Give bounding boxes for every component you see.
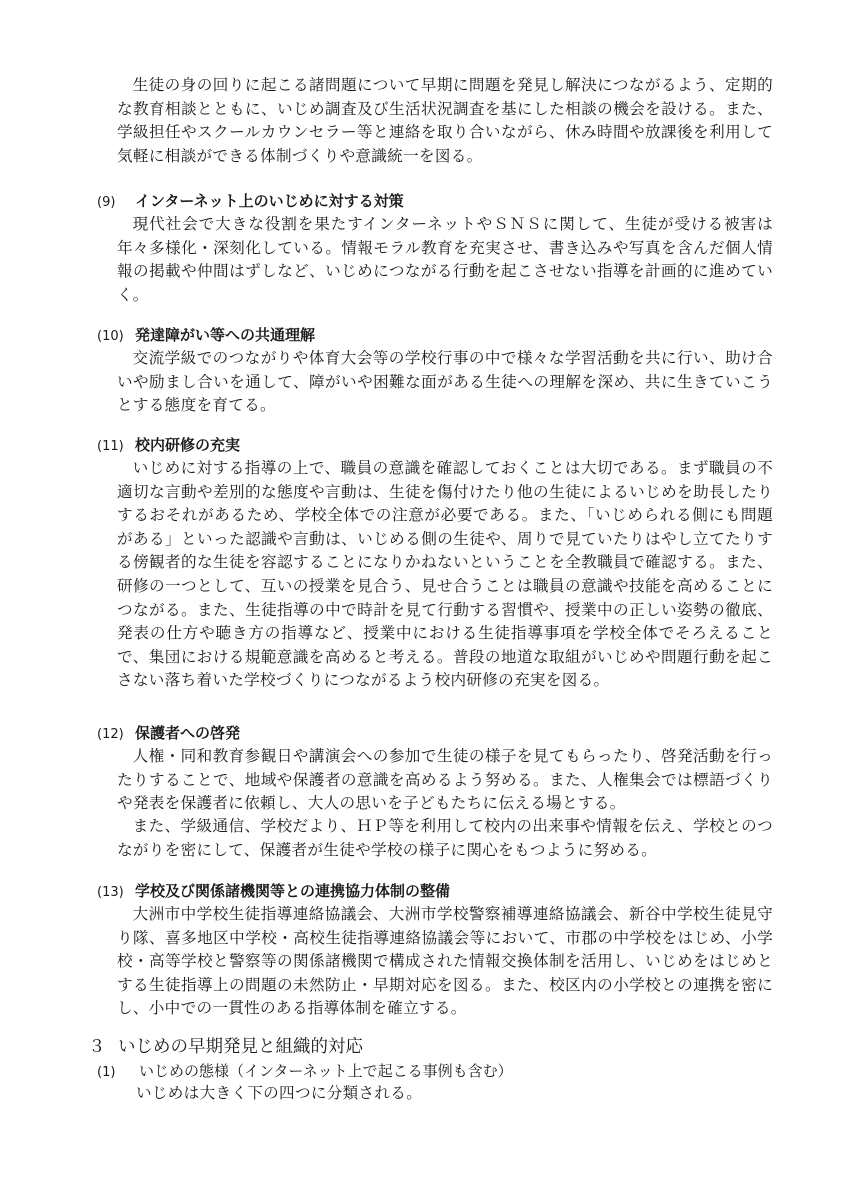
subsection-paragraph: いじめは大きく下の四つに分類される。 (136, 1084, 423, 1102)
section-11-paragraph: いじめに対する指導の上で、職員の意識を確認しておくことは大切である。まず職員の不適切な言動や差別的な態度や言動は、生徒を傷付けたり他の生徒によるいじめを助長したりするおそれがあるため、学校全体での注意が必要である。また、「いじめられる側にも問題がある」といった認識や言動は、いじめる側の生徒や、周りで見ていたりはやし立てたりする傍観者的な生徒を容認することになりかねないということを全教職員で確認する。また、研修の一つとして、互いの授業を見合う、見せ合うことは職員の意識や技能を高めることにつながる。また、生徒指導の中で時計を見て行動する習慣や、授業中の正しい姿勢の徹底、発表の仕方や聴き方の指導など、授業中における生徒指導事項を学校全体でそろえることで、集団における規範意識を高めると考える。普段の地道な取組がいじめや問題行動を起こさない落ち着いた学校づくりにつながるよう校内研修の充実を図る。 (117, 459, 773, 690)
chapter-heading (88, 1034, 363, 1060)
chapter-title: いじめの早期発見と組織的対応 (118, 1037, 363, 1057)
section-number: (12) (97, 727, 124, 742)
section-number: (10) (97, 329, 124, 344)
section-title: インターネット上のいじめに対する対策 (135, 192, 404, 210)
section-title: 学校及び関係諸機関等との連携協力体制の整備 (135, 882, 451, 900)
section-number: (13) (97, 885, 124, 900)
section-12-paragraph-1: 人権・同和教育参観日や講演会への参加で生徒の様子を見てもらったり、啓発活動を行ったりすることで、地域や保護者の意識を高めるよう努める。また、人権集会では標語づくりや発表を保護者に依頼し、大人の思いを子どもたちに伝える場とする。 (117, 747, 773, 813)
section-number: (9) (97, 195, 116, 210)
subsection-heading (97, 1059, 513, 1083)
subsection-number: (1) (97, 1065, 116, 1080)
section-11-heading (97, 433, 240, 457)
section-title: 発達障がい等への共通理解 (135, 326, 316, 344)
section-9-heading (97, 189, 404, 213)
chapter-number: ３ (88, 1037, 106, 1057)
section-10-heading (97, 323, 315, 347)
subsection-title: いじめの態様（インターネット上で起こる事例も含む） (139, 1062, 513, 1080)
section-9-paragraph: 現代社会で大きな役割を果たすインターネットやＳＮＳに関して、生徒が受ける被害は年々多様化・深刻化している。情報モラル教育を充実させ、書き込みや写真を含んだ個人情報の掲載や仲間はずしなど、いじめにつながる行動を起こさせない指導を計画的に進めていく。 (117, 215, 773, 304)
section-12-paragraph-2: また、学級通信、学校だより、ＨＰ等を利用して校内の出来事や情報を伝え、学校とのつながりを密にして、保護者が生徒や学校の様子に関心をもつように努める。 (117, 817, 773, 859)
section-10-paragraph: 交流学級でのつながりや体育大会等の学校行事の中で様々な学習活動を共に行い、助け合いや励まし合いを通して、障がいや困難な面がある生徒への理解を深め、共に生きていこうとする態度を育てる。 (117, 349, 773, 415)
section-title: 保護者への啓発 (135, 724, 241, 742)
section-13-heading (97, 879, 450, 903)
section-12-heading (97, 721, 240, 745)
intro-paragraph: 生徒の身の回りに起こる諸問題について早期に問題を発見し解決につながるよう、定期的な教育相談とともに、いじめ調査及び生活状況調査を基にした相談の機会を設ける。また、学級担任やスクールカウンセラー等と連絡を取り合いながら、休み時間や放課後を利用して気軽に相談ができる体制づくりや意識統一を図る。 (117, 76, 773, 165)
section-title: 校内研修の充実 (135, 436, 241, 454)
section-number: (11) (97, 439, 124, 454)
section-13-paragraph: 大洲市中学校生徒指導連絡協議会、大洲市学校警察補導連絡協議会、新谷中学校生徒見守り隊、喜多地区中学校・高校生徒指導連絡協議会等において、市郡の中学校をはじめ、小学校・高等学校と警察等の関係諸機関で構成された情報交換体制を活用し、いじめをはじめとする生徒指導上の問題の未然防止・早期対応を図る。また、校区内の小学校との連携を密にし、小中での一貫性のある指導体制を確立する。 (117, 905, 773, 1018)
